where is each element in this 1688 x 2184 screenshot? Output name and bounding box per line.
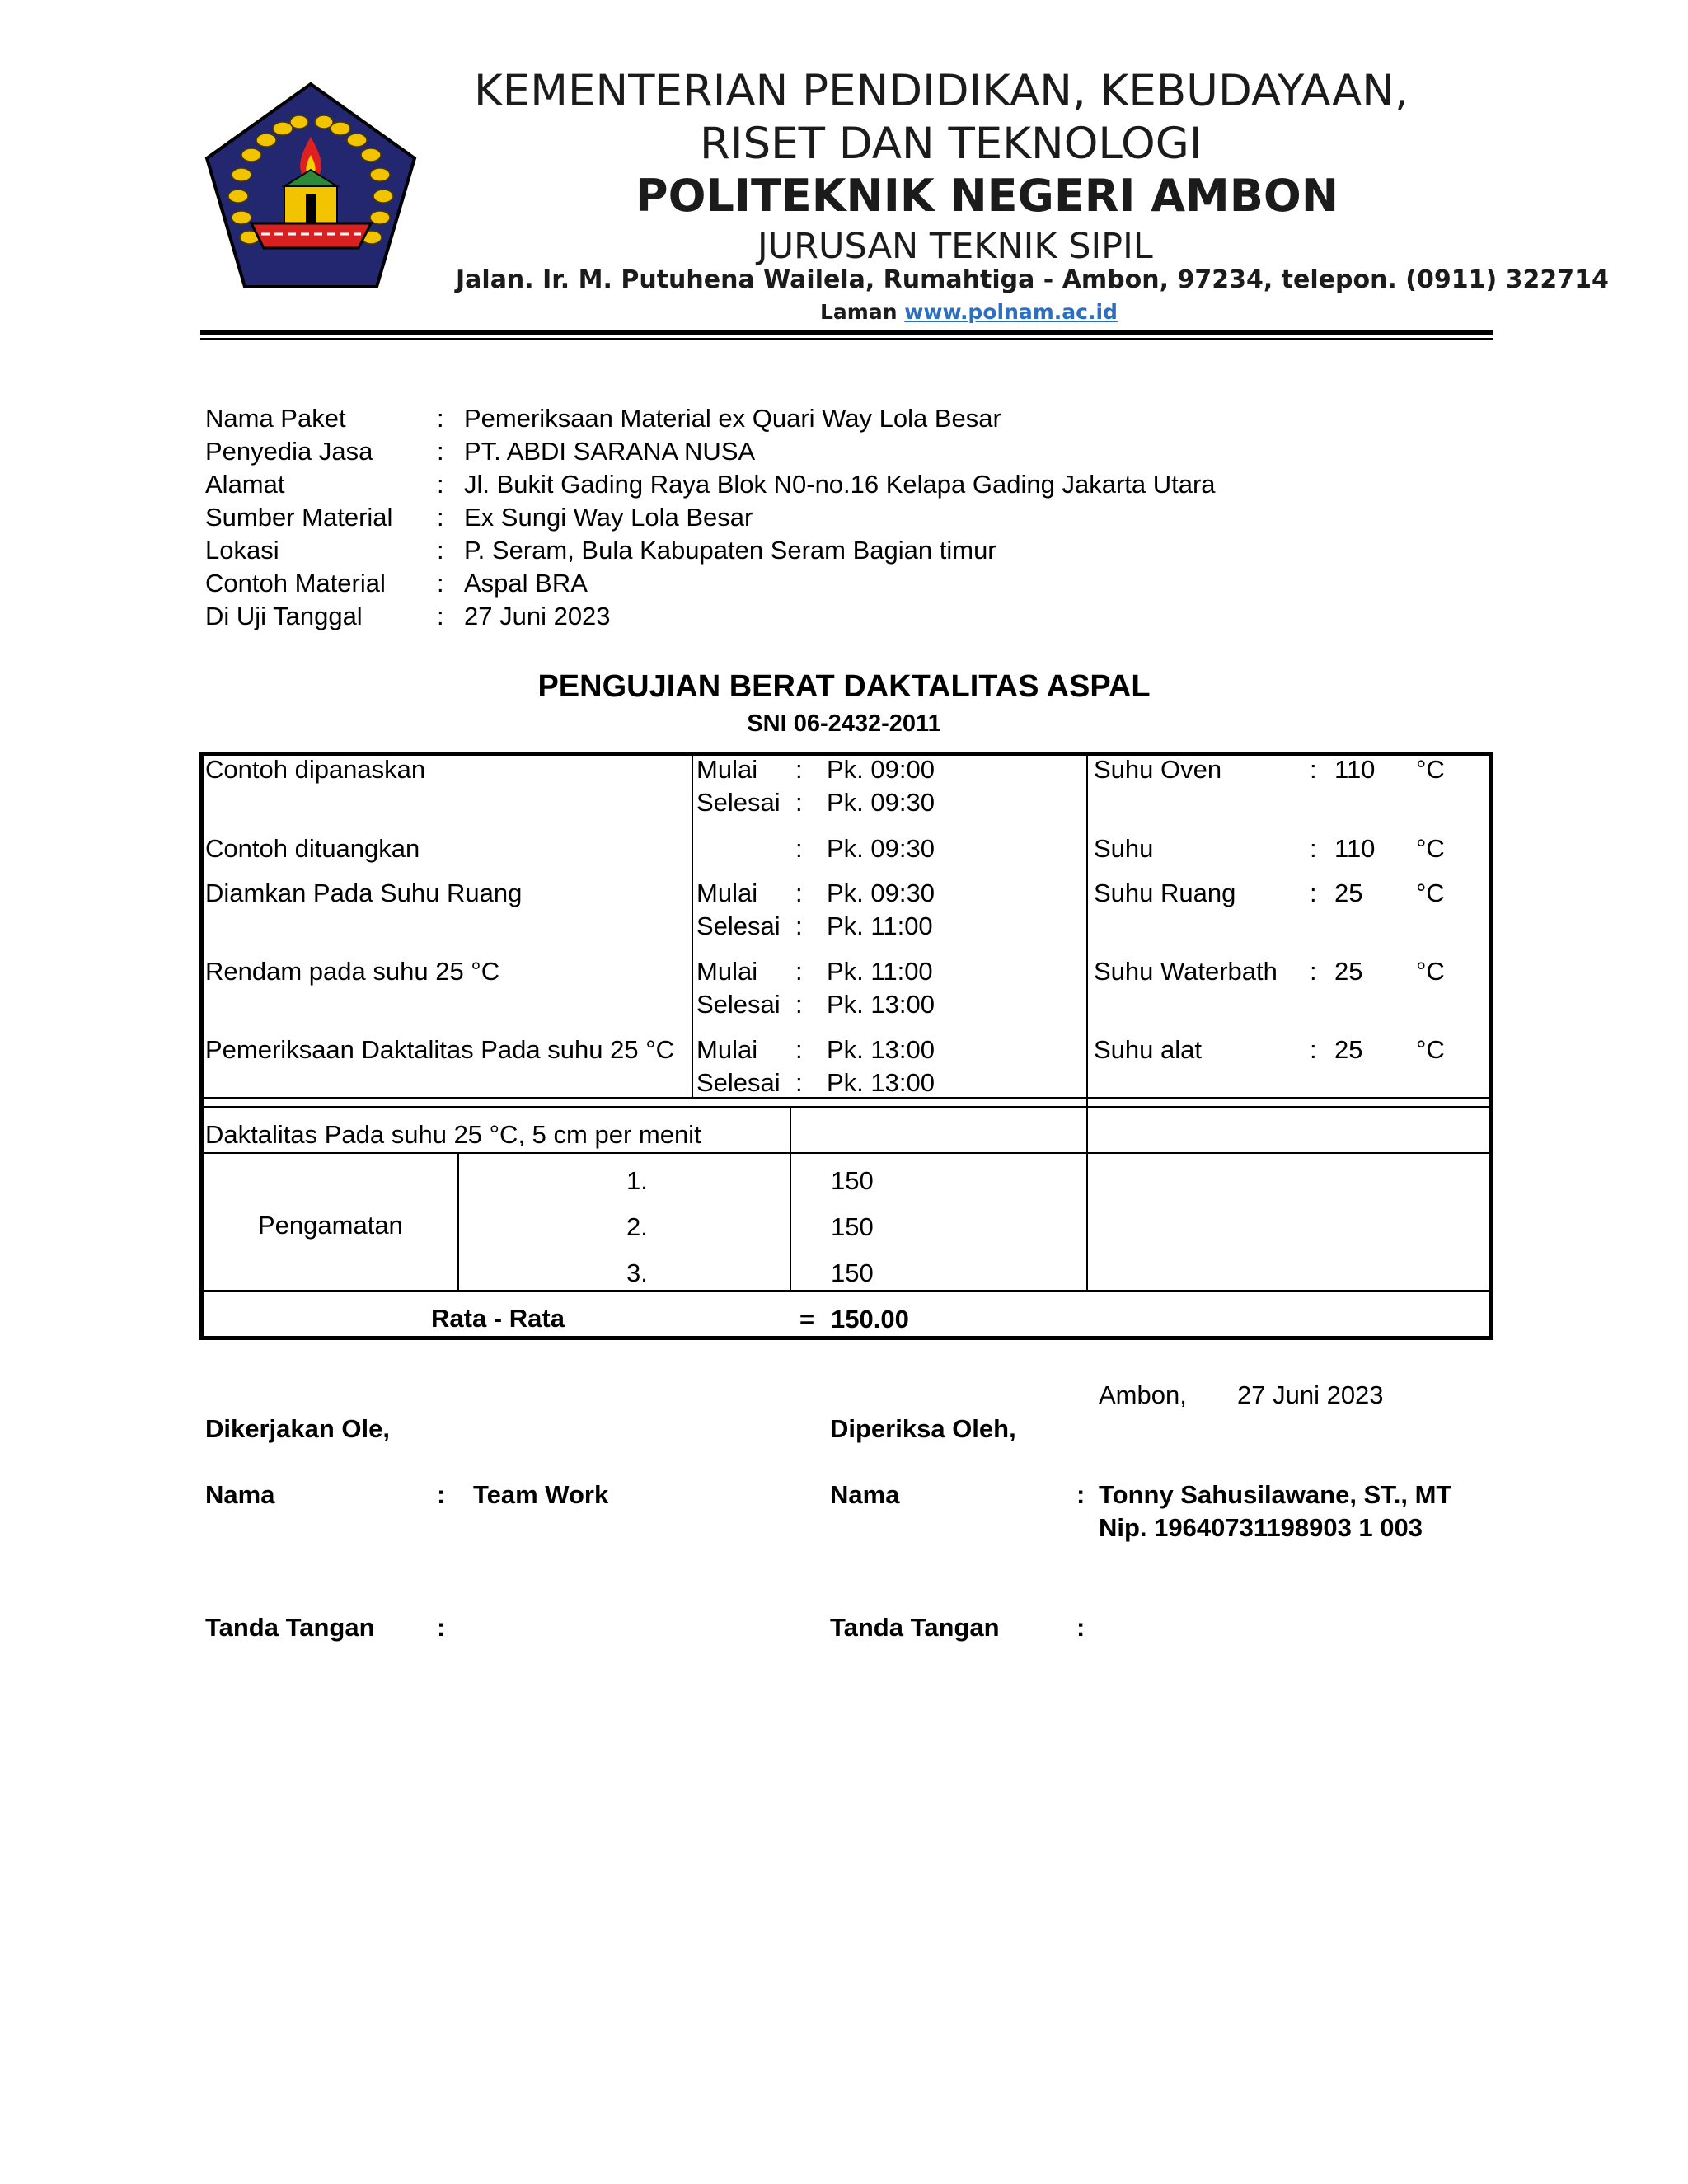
results-heading: Daktalitas Pada suhu 25 °C, 5 cm per menit <box>205 1120 701 1149</box>
time-colon: : <box>795 834 803 863</box>
checker-name-colon: : <box>1076 1480 1085 1509</box>
info-value-alamat: Jl. Bukit Gading Raya Blok N0-no.16 Kelapa Gading Jakarta Utara <box>464 470 1216 499</box>
document-title: PENGUJIAN BERAT DAKTALITAS ASPAL <box>537 669 1151 704</box>
info-value-nama-paket: Pemeriksaan Material ex Quari Way Lola Besar <box>464 404 1001 433</box>
temp-colon: : <box>1310 879 1317 907</box>
info-colon: : <box>437 470 444 499</box>
info-label-sumber-material: Sumber Material <box>205 503 393 532</box>
temp-colon: : <box>1310 834 1317 863</box>
info-colon: : <box>437 404 444 433</box>
time-colon: : <box>795 755 803 784</box>
time-colon: : <box>795 1068 803 1097</box>
info-colon: : <box>437 602 444 630</box>
institution-name: POLITEKNIK NEGERI AMBON <box>635 170 1339 222</box>
end-time: Pk. 13:00 <box>827 1068 935 1097</box>
temp-label: Suhu Oven <box>1094 755 1222 784</box>
sign-date: 27 Juni 2023 <box>1237 1380 1384 1409</box>
temp-value: 25 <box>1334 957 1363 986</box>
start-label: Mulai <box>696 879 758 907</box>
start-label: Mulai <box>696 957 758 986</box>
col-divider-2 <box>1086 752 1088 1291</box>
checker-name-label: Nama <box>830 1480 900 1509</box>
info-label-lokasi: Lokasi <box>205 536 279 565</box>
website-link[interactable]: www.polnam.ac.id <box>904 300 1118 324</box>
observation-number: 3. <box>626 1258 648 1287</box>
temp-unit: °C <box>1416 834 1445 863</box>
end-time: Pk. 09:30 <box>827 788 935 817</box>
average-equals: = <box>799 1305 815 1333</box>
temp-value: 25 <box>1334 1035 1363 1064</box>
standard-reference: SNI 06-2432-2011 <box>747 710 941 737</box>
info-colon: : <box>437 536 444 565</box>
temp-value: 25 <box>1334 879 1363 907</box>
temp-label: Suhu alat <box>1094 1035 1202 1064</box>
info-label-alamat: Alamat <box>205 470 285 499</box>
checker-sign-label: Tanda Tangan <box>830 1613 1000 1642</box>
start-time: Pk. 09:30 <box>827 879 935 907</box>
start-label: Mulai <box>696 1035 758 1064</box>
temp-value: 110 <box>1334 834 1376 863</box>
worker-sign-label: Tanda Tangan <box>205 1613 375 1642</box>
start-time: Pk. 11:00 <box>827 957 933 986</box>
end-label: Selesai <box>696 912 781 940</box>
time-colon: : <box>795 788 803 817</box>
observation-label: Pengamatan <box>258 1211 403 1240</box>
info-label-contoh-material: Contoh Material <box>205 569 386 598</box>
info-value-lokasi: P. Seram, Bula Kabupaten Seram Bagian timur <box>464 536 996 565</box>
table-border-left <box>199 752 204 1340</box>
temp-unit: °C <box>1416 957 1445 986</box>
info-label-penyedia-jasa: Penyedia Jasa <box>205 437 373 466</box>
temp-value: 110 <box>1334 755 1376 784</box>
observation-value: 150 <box>831 1166 874 1195</box>
checked-by-label: Diperiksa Oleh, <box>830 1414 1016 1443</box>
table-border-bottom <box>199 1336 1493 1340</box>
info-value-contoh-material: Aspal BRA <box>464 569 588 598</box>
process-label: Rendam pada suhu 25 °C <box>205 957 500 986</box>
info-value-penyedia-jasa: PT. ABDI SARANA NUSA <box>464 437 756 466</box>
observation-value: 150 <box>831 1258 874 1287</box>
time-colon: : <box>795 879 803 907</box>
checker-nip: Nip. 19640731198903 1 003 <box>1099 1513 1423 1542</box>
observation-number: 2. <box>626 1212 648 1241</box>
info-colon: : <box>437 503 444 532</box>
sign-place: Ambon, <box>1099 1380 1187 1409</box>
start-time: Pk. 13:00 <box>827 1035 935 1064</box>
table-border-right <box>1489 752 1493 1340</box>
temp-colon: : <box>1310 755 1317 784</box>
ministry-line-1: KEMENTERIAN PENDIDIKAN, KEBUDAYAAN, <box>474 66 1409 116</box>
info-colon: : <box>437 569 444 598</box>
col-divider-1 <box>692 752 693 1098</box>
department-name: JURUSAN TEKNIK SIPIL <box>757 226 1153 267</box>
worker-sign-colon: : <box>437 1613 446 1642</box>
col-divider-3 <box>790 1107 791 1291</box>
average-label: Rata - Rata <box>431 1304 565 1333</box>
row-divider-2 <box>199 1106 1493 1108</box>
temp-colon: : <box>1310 957 1317 986</box>
checker-sign-colon: : <box>1076 1613 1085 1642</box>
col-divider-4 <box>457 1153 459 1291</box>
time-colon: : <box>795 990 803 1019</box>
header-rule-thick <box>200 330 1493 335</box>
temp-label: Suhu Waterbath <box>1094 957 1278 986</box>
worker-name-colon: : <box>437 1480 446 1509</box>
website-line <box>820 300 1118 324</box>
temp-label: Suhu Ruang <box>1094 879 1236 907</box>
time-colon: : <box>795 957 803 986</box>
temp-label: Suhu <box>1094 834 1154 863</box>
info-label-nama-paket: Nama Paket <box>205 404 346 433</box>
temp-colon: : <box>1310 1035 1317 1064</box>
start-time: Pk. 09:00 <box>827 755 935 784</box>
end-time: Pk. 13:00 <box>827 990 935 1019</box>
end-time: Pk. 11:00 <box>827 912 933 940</box>
worker-name: Team Work <box>473 1480 609 1509</box>
worker-name-label: Nama <box>205 1480 275 1509</box>
observation-value: 150 <box>831 1212 874 1241</box>
time-colon: : <box>795 1035 803 1064</box>
temp-unit: °C <box>1416 1035 1445 1064</box>
info-value-tanggal-uji: 27 Juni 2023 <box>464 602 611 630</box>
row-divider-4 <box>199 1290 1493 1292</box>
start-label: Mulai <box>696 755 758 784</box>
institution-logo <box>202 79 420 293</box>
info-label-tanggal-uji: Di Uji Tanggal <box>205 602 363 630</box>
end-label: Selesai <box>696 990 781 1019</box>
worked-by-label: Dikerjakan Ole, <box>205 1414 391 1443</box>
process-label: Contoh dituangkan <box>205 834 420 863</box>
time-colon: : <box>795 912 803 940</box>
temp-unit: °C <box>1416 879 1445 907</box>
process-label: Pemeriksaan Daktalitas Pada suhu 25 °C <box>205 1035 674 1064</box>
average-value: 150.00 <box>831 1305 909 1333</box>
observation-number: 1. <box>626 1166 648 1195</box>
row-divider-3 <box>199 1152 1493 1154</box>
process-label: Diamkan Pada Suhu Ruang <box>205 879 523 907</box>
temp-unit: °C <box>1416 755 1445 784</box>
info-value-sumber-material: Ex Sungi Way Lola Besar <box>464 503 753 532</box>
info-colon: : <box>437 437 444 466</box>
process-label: Contoh dipanaskan <box>205 755 426 784</box>
ministry-line-2: RISET DAN TEKNOLOGI <box>700 119 1203 169</box>
pour-time: Pk. 09:30 <box>827 834 935 863</box>
end-label: Selesai <box>696 1068 781 1097</box>
laman-label: Laman <box>820 300 898 324</box>
header-rule-thin <box>200 338 1493 340</box>
end-label: Selesai <box>696 788 781 817</box>
institution-address: Jalan. Ir. M. Putuhena Wailela, Rumahtiga - Ambon, 97234, telepon. (0911) 322714 <box>456 265 1609 294</box>
checker-name: Tonny Sahusilawane, ST., MT <box>1099 1480 1452 1509</box>
